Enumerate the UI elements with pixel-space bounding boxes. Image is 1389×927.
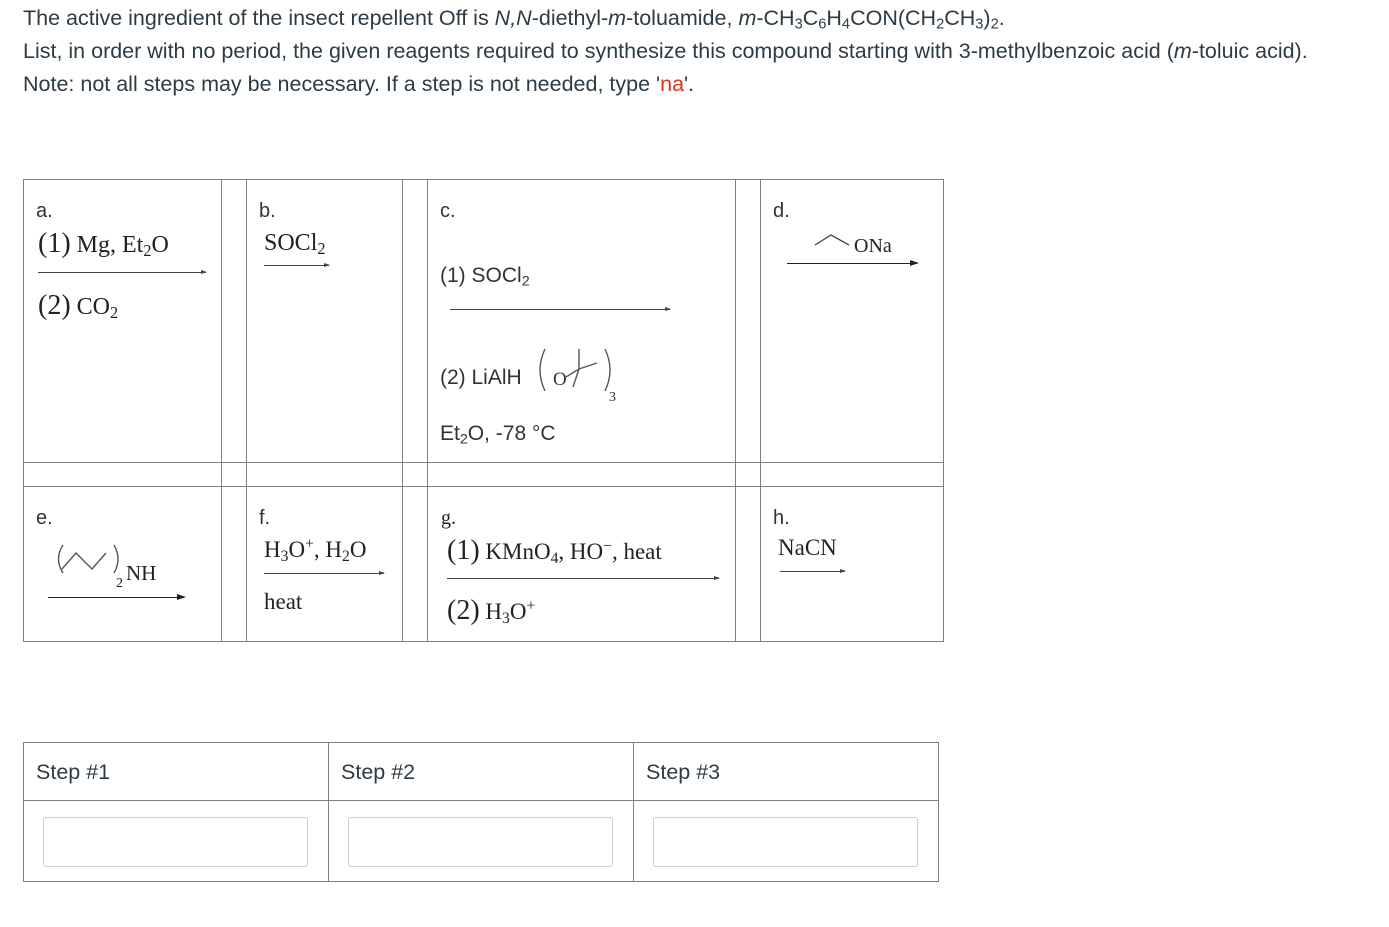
reaction-arrow bbox=[264, 265, 329, 266]
reagent-a bbox=[24, 180, 221, 462]
question-text bbox=[23, 2, 1383, 101]
reagent-b-text: SOCl$_2$ bbox=[264, 230, 326, 259]
reagent-a-line-1: (1) Mg, $Et_2O$ bbox=[38, 228, 169, 261]
reagent-d bbox=[761, 180, 944, 462]
reagent-letter: f. bbox=[259, 507, 271, 529]
diethylamine-structure-icon bbox=[54, 539, 124, 579]
grid-line bbox=[402, 180, 403, 641]
question-line-2: List, in order with no period, the given reagents required to synthesize this compound starting with 3-methylbenzoic acid (m-toluic acid). bbox=[23, 39, 1308, 63]
reagent-c-line-1: (1) SOCl$_2$ bbox=[440, 264, 530, 290]
reagent-letter: h. bbox=[773, 507, 790, 529]
reagent-f bbox=[247, 487, 402, 642]
reagent-h bbox=[761, 487, 944, 642]
steps-answer-table bbox=[23, 742, 939, 882]
reaction-arrow bbox=[780, 571, 845, 572]
reagent-g-line-1: (1) KMnO$_4$, HO−, heat bbox=[447, 535, 662, 567]
grid-line bbox=[24, 462, 943, 463]
count-label: 3 bbox=[609, 390, 616, 405]
reagent-b bbox=[247, 180, 402, 462]
question-line-1: The active ingredient of the insect repellent Off is N,N-diethyl-m-toluamide, $m-CH_3C_6H_4CON(CH_2CH_3)_2$. bbox=[23, 6, 1005, 33]
reagent-letter: e. bbox=[36, 507, 53, 529]
reagent-d-text: ONa bbox=[854, 235, 892, 257]
reagent-c-line-3: $Et_2O$, -78 °C bbox=[440, 422, 556, 448]
reagent-letter: d. bbox=[773, 200, 790, 222]
reagents-table bbox=[23, 179, 944, 642]
reagent-e bbox=[24, 487, 221, 642]
oxygen-label: O bbox=[553, 369, 567, 390]
reaction-arrow bbox=[38, 272, 206, 273]
grid-line bbox=[221, 180, 222, 641]
reagent-g bbox=[428, 487, 735, 642]
reagent-a-line-2: (2) $CO_2$ bbox=[38, 290, 119, 323]
reaction-arrow bbox=[787, 263, 917, 264]
reagent-letter: c. bbox=[440, 200, 456, 222]
reagent-c-line-2: (2) LiAlH bbox=[440, 366, 522, 389]
reaction-arrow bbox=[48, 597, 184, 598]
reagent-c bbox=[428, 180, 735, 462]
reagent-f-line-1: $H_3O^+$, $H_2O$ bbox=[264, 535, 367, 565]
step-1-header: Step #1 bbox=[36, 760, 111, 784]
reagent-letter: b. bbox=[259, 200, 276, 222]
reaction-arrow bbox=[447, 578, 719, 579]
ethyl-group-icon bbox=[813, 230, 853, 250]
reaction-arrow bbox=[450, 309, 670, 310]
step-2-header: Step #2 bbox=[341, 760, 416, 784]
reagent-e-text: $_2$ NH bbox=[116, 561, 157, 592]
step-3-input[interactable] bbox=[653, 817, 918, 867]
step-3-header: Step #3 bbox=[646, 760, 721, 784]
reagent-h-text: NaCN bbox=[778, 535, 837, 560]
reagent-f-line-2: heat bbox=[264, 589, 303, 614]
step-1-input[interactable] bbox=[43, 817, 308, 867]
reaction-arrow bbox=[264, 573, 384, 574]
reagent-letter: a. bbox=[36, 200, 53, 222]
question-note: Note: not all steps may be necessary. If a step is not needed, type 'na'. bbox=[23, 72, 695, 96]
step-2-input[interactable] bbox=[348, 817, 613, 867]
reagent-letter: g. bbox=[441, 507, 456, 529]
reagent-g-line-2: (2) $H_3O^+$ bbox=[447, 595, 536, 627]
grid-line bbox=[735, 180, 736, 641]
tert-butoxy-structure-icon bbox=[535, 345, 635, 415]
